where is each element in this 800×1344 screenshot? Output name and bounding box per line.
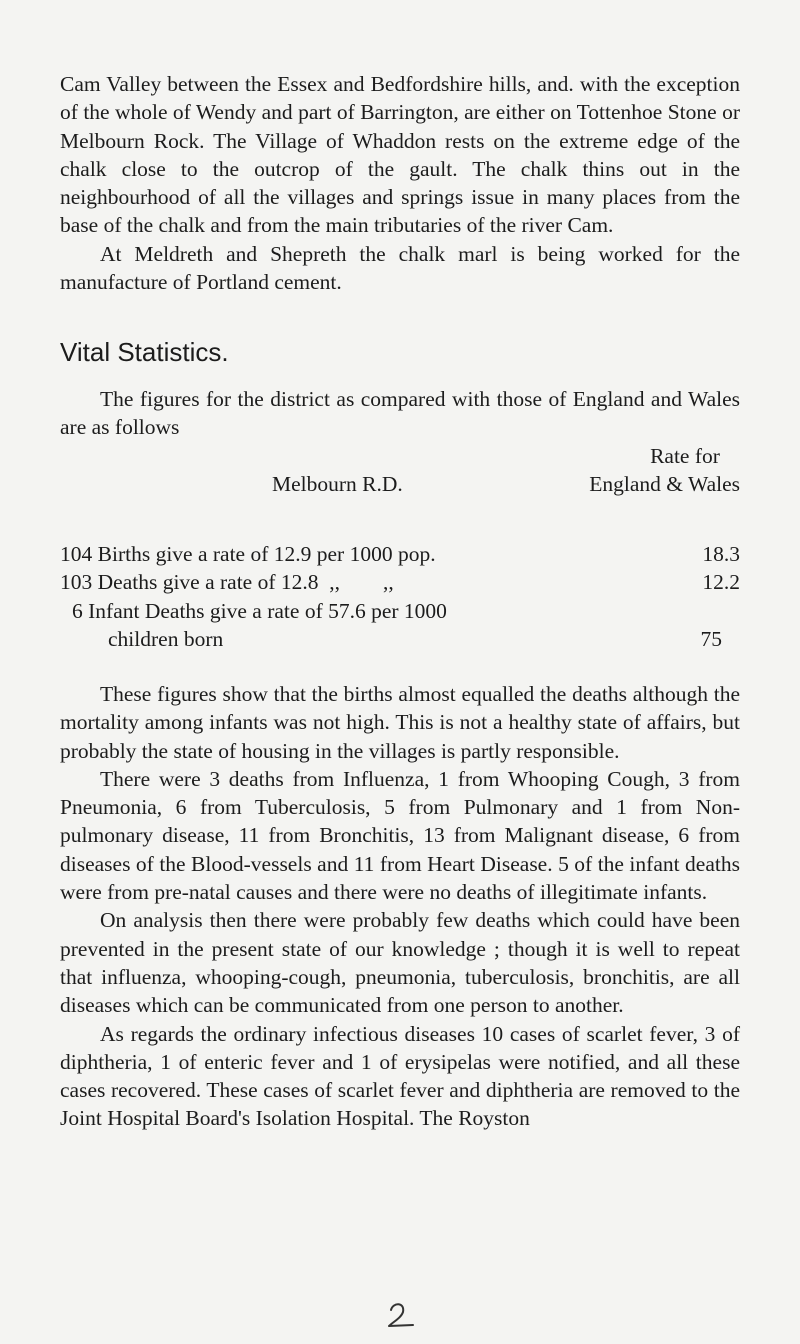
stats-row-text: children born [108, 626, 224, 651]
stats-row-rate: 18.3 [702, 542, 740, 566]
stats-table-header [60, 442, 740, 499]
paragraph-geology: Cam Valley between the Essex and Bedfordshire hills, and. with the exception of the whole of Wendy and part of Barrington, are either on Tottenhoe Stone or Melbourn Rock. The Village of Whaddon rests on the extreme edge of the chalk close to the outcrop of the gault. The chalk thins out in the neighbourhood of all the villages and springs issue in many places from the base of the chalk and from the main tributaries of the river Cam. [60, 72, 740, 238]
stats-row-children-born [60, 625, 740, 653]
stats-row-rate: 75 [700, 626, 722, 651]
stats-table [60, 540, 740, 653]
paragraph-births-deaths: These figures show that the births almost equalled the deaths although the mortality among infants was not high. This is not a healthy state of affairs, but probably the state of housing in the villages is partly responsible. [60, 682, 740, 763]
stats-row-births [60, 540, 740, 568]
paragraph-causes-of-death: There were 3 deaths from Influenza, 1 from Whooping Cough, 3 from Pneumonia, 6 from Tuberculosis, 5 from Pulmonary and 1 from Non-pulmonary disease, 11 from Bronchitis, 13 from Malignant disease, 6 from diseases of the Blood-vessels and 11 from Heart Disease. 5 of the infant deaths were from pre-natal causes and there were no deaths of illegitimate infants. [60, 766, 740, 905]
paragraph-cement: At Meldreth and Shepreth the chalk marl is being worked for the manufacture of Portland cement. [60, 242, 740, 295]
stats-intro-section [60, 385, 740, 442]
section-heading: Vital Statistics. [60, 337, 229, 367]
paragraph-stats-intro: The figures for the district as compared with those of England and Wales are as follows [60, 387, 740, 440]
discussion-section [60, 680, 740, 1133]
header-england-wales: England & Wales [589, 472, 740, 497]
stats-row-rate: 12.2 [702, 570, 740, 595]
header-melbourn: Melbourn R.D. [272, 472, 403, 497]
stats-row-deaths [60, 568, 740, 596]
paragraph-infectious-diseases: As regards the ordinary infectious diseases 10 cases of scarlet fever, 3 of diphtheria, 1 of enteric fever and 1 of erysipelas were notified, and all these cases recovered. These cases of scarlet fever and diphtheria are removed to the Joint Hospital Board's Isolation Hospital. The Royston [60, 1021, 740, 1131]
handwritten-page-number [383, 1300, 419, 1330]
stats-row-text: 6 Infant Deaths give a rate of 57.6 per 1000 [72, 598, 447, 623]
header-rate-for: Rate for [650, 444, 720, 468]
stats-row-text: 104 Births give a rate of 12.9 per 1000 pop. [60, 542, 436, 566]
stats-row-text: 103 Deaths give a rate of 12.8 ,, ,, [60, 570, 394, 595]
intro-section [60, 70, 740, 240]
intro-section-2 [60, 240, 740, 297]
paragraph-analysis: On analysis then there were probably few deaths which could have been prevented in the present state of our knowledge ; though it is well to repeat that influenza, whooping-cough, pneumonia, tuberculosis, bronchitis, are all diseases which can be communicated from one person to another. [60, 908, 740, 1018]
stats-row-infant-deaths [60, 597, 740, 625]
